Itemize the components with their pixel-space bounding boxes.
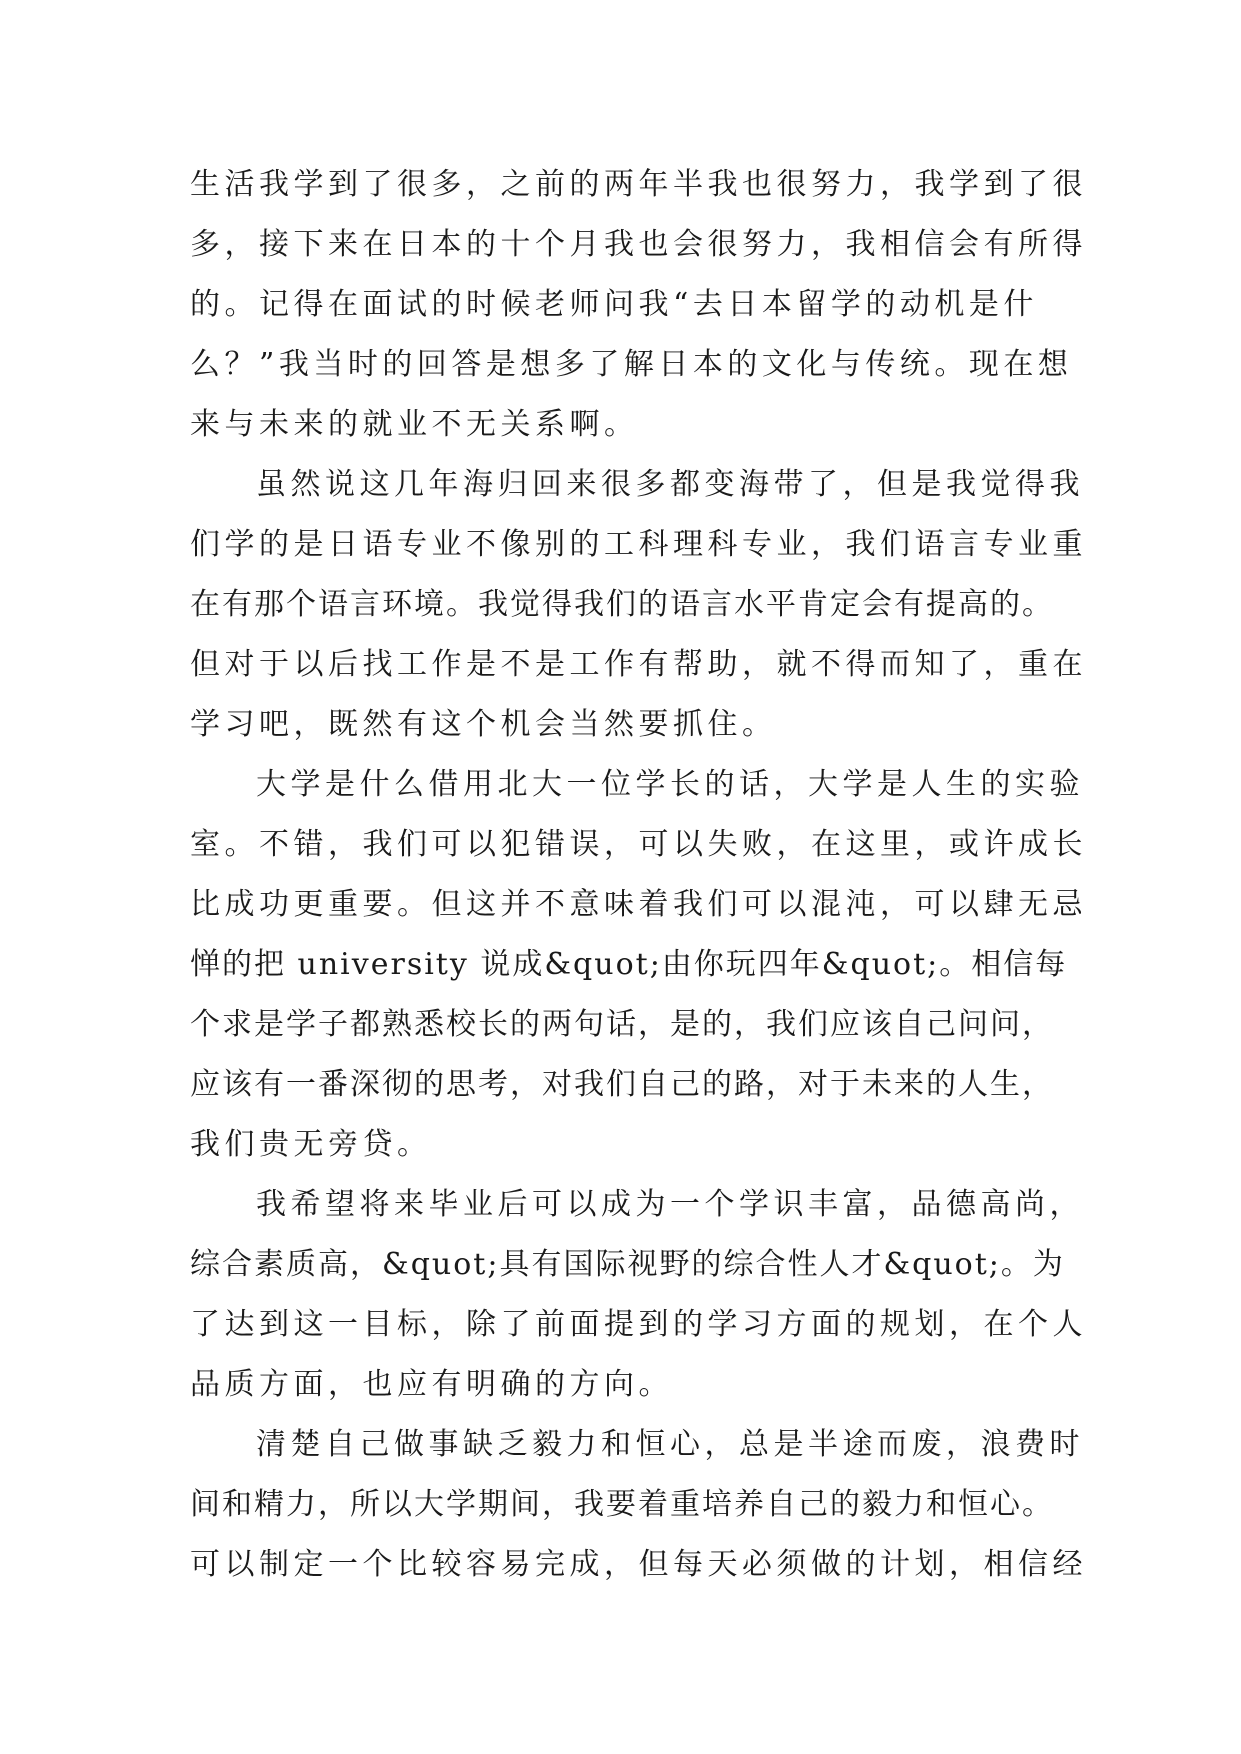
paragraph-first-line: 虽然说这几年海归回来很多都变海带了，但是我觉得我 (256, 467, 1084, 502)
text-line: 但对于以后找工作是不是工作有帮助，就不得而知了，重在 (190, 647, 1087, 682)
text-line: 么？”我当时的回答是想多了解日本的文化与传统。现在想 (190, 347, 1073, 382)
paragraph-first-line: 清楚自己做事缺乏毅力和恒心，总是半途而废，浪费时 (256, 1427, 1084, 1462)
text-line: 来与未来的就业不无关系啊。 (190, 407, 639, 442)
paragraph-first-line: 我希望将来毕业后可以成为一个学识丰富，品德高尚， (256, 1187, 1084, 1222)
text-line: 了达到这一目标，除了前面提到的学习方面的规划，在个人 (190, 1307, 1087, 1342)
text-line: 多，接下来在日本的十个月我也会很努力，我相信会有所得 (190, 227, 1087, 262)
text-line: 在有那个语言环境。我觉得我们的语言水平肯定会有提高的。 (190, 587, 1054, 622)
text-line: 惮的把 university 说成&quot;由你玩四年&quot;。相信每 (190, 947, 1068, 982)
text-line: 室。不错，我们可以犯错误，可以失败，在这里，或许成长 (190, 827, 1087, 862)
text-line: 间和精力，所以大学期间，我要着重培养自己的毅力和恒心。 (190, 1487, 1054, 1522)
text-line: 们学的是日语专业不像别的工科理科专业，我们语言专业重 (190, 527, 1087, 562)
text-line: 个求是学子都熟悉校长的两句话，是的，我们应该自己问问， (190, 1007, 1054, 1042)
text-line: 我们贵无旁贷。 (190, 1127, 432, 1162)
text-line: 的。记得在面试的时候老师问我“去日本留学的动机是什 (190, 287, 1038, 322)
text-line: 生活我学到了很多，之前的两年半我也很努力，我学到了很 (190, 167, 1087, 202)
paragraph-first-line: 大学是什么借用北大一位学长的话，大学是人生的实验 (256, 767, 1084, 802)
text-line: 品质方面，也应有明确的方向。 (190, 1367, 673, 1402)
text-line: 综合素质高，&quot;具有国际视野的综合性人才&quot;。为 (190, 1247, 1065, 1282)
text-line: 比成功更重要。但这并不意味着我们可以混沌，可以肆无忌 (190, 887, 1087, 922)
text-line: 学习吧，既然有这个机会当然要抓住。 (190, 707, 777, 742)
text-line: 可以制定一个比较容易完成，但每天必须做的计划，相信经 (190, 1547, 1087, 1582)
document-body (190, 155, 1087, 1595)
text-line: 应该有一番深彻的思考，对我们自己的路，对于未来的人生， (190, 1067, 1054, 1102)
